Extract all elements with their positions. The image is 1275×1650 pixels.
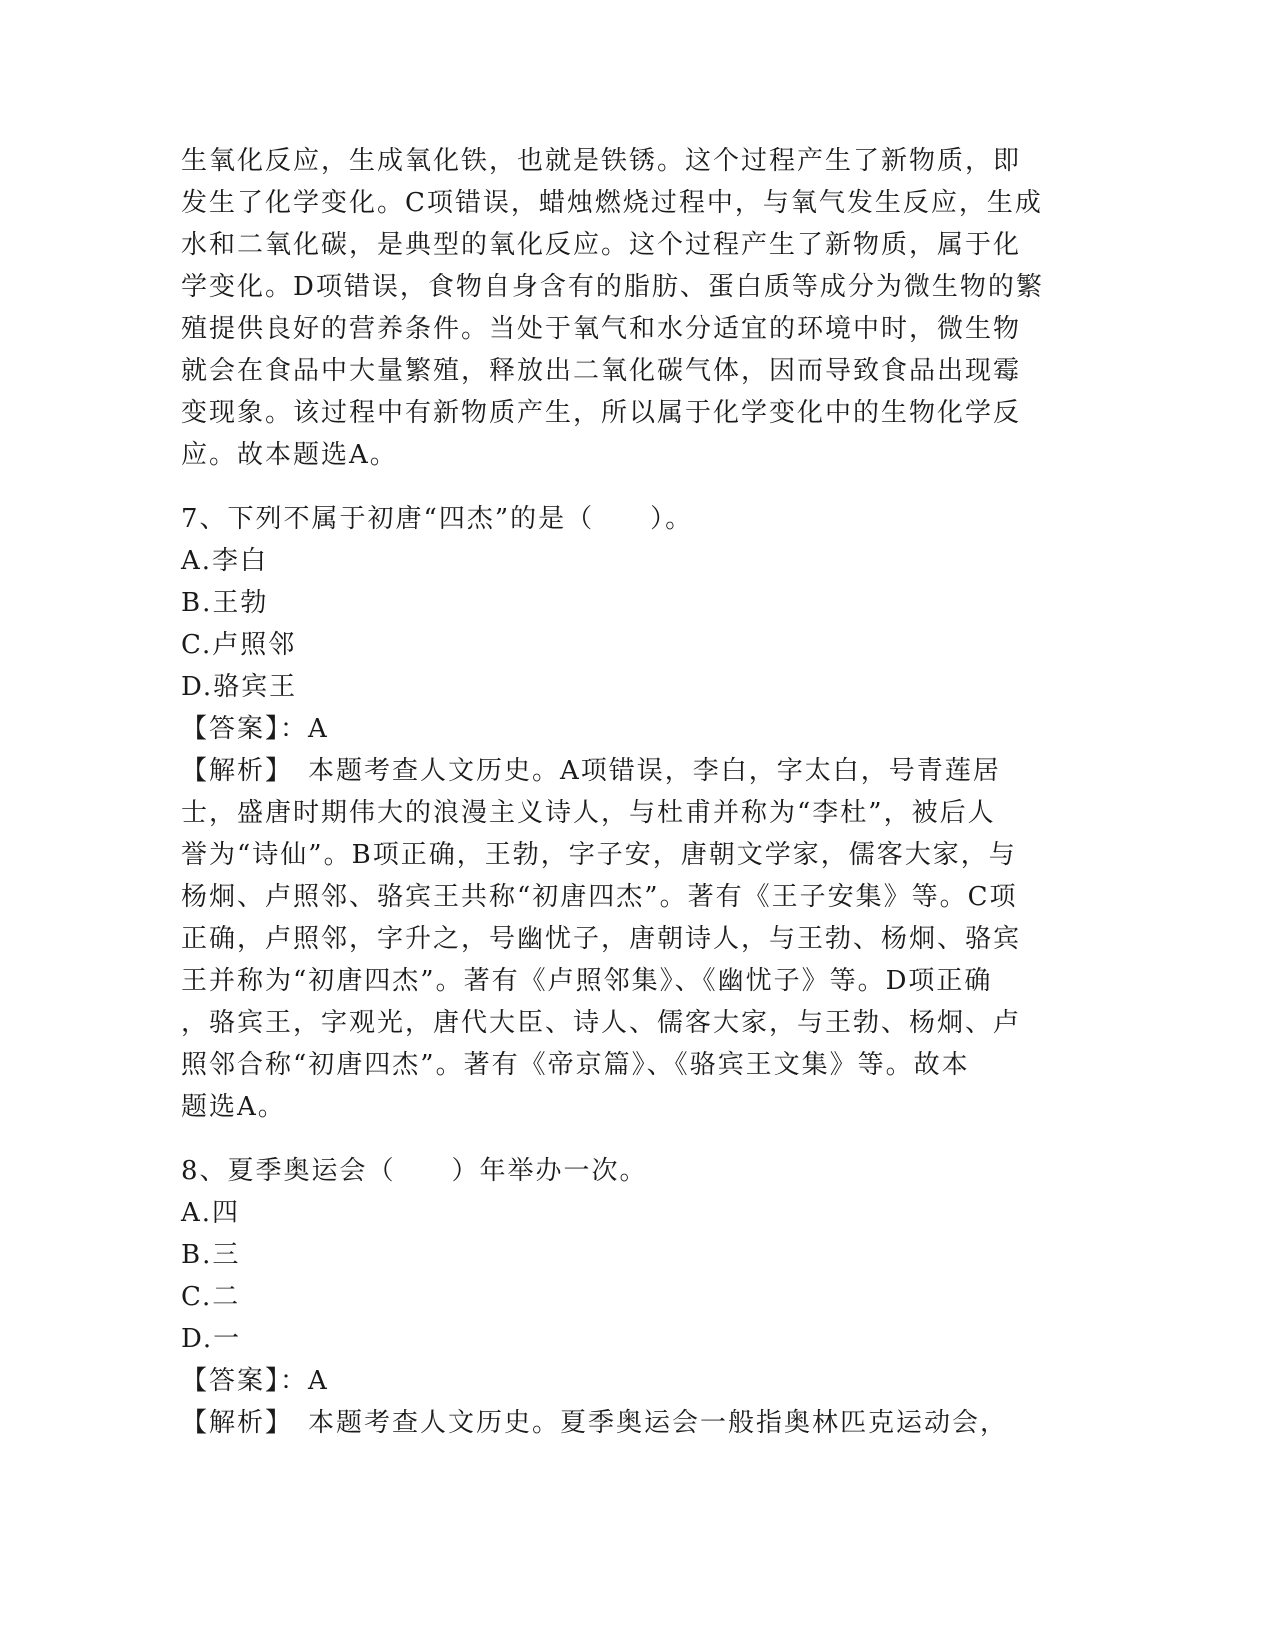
q6-explanation-continued [181, 140, 1061, 476]
explanation-line: 题选A。 [181, 1092, 286, 1122]
option-b: B.王勃 [181, 588, 269, 618]
option-a: A.四 [181, 1198, 241, 1228]
question-8 [181, 1150, 1061, 1444]
spacer [181, 476, 1061, 498]
option-d: D.一 [181, 1324, 242, 1354]
explanation-line: 照邻合称“初唐四杰”。著有《帝京篇》、《骆宾王文集》等。故本 [181, 1050, 970, 1080]
explanation-line: 生氧化反应，生成氧化铁，也就是铁锈。这个过程产生了新物质，即 [181, 146, 1022, 176]
option-c: C.二 [181, 1282, 241, 1312]
explanation-line: 发生了化学变化。C项错误，蜡烛燃烧过程中，与氧气发生反应，生成 [181, 188, 1043, 218]
option-a: A.李白 [181, 546, 269, 576]
explanation-line: 应。故本题选A。 [181, 440, 398, 470]
explanation-line: ，骆宾王，字观光，唐代大臣、诗人、儒客大家，与王勃、杨炯、卢 [181, 1008, 1022, 1038]
explanation-line: 【解析】 本题考查人文历史。A项错误，李白，字太白，号青莲居 [181, 756, 1001, 786]
question-7 [181, 498, 1061, 1128]
explanation-line: 【解析】 本题考查人文历史。夏季奥运会一般指奥林匹克运动会， [181, 1408, 1009, 1438]
explanation-line: 殖提供良好的营养条件。当处于氧气和水分适宜的环境中时，微生物 [181, 314, 1022, 344]
explanation-line: 变现象。该过程中有新物质产生，所以属于化学变化中的生物化学反 [181, 398, 1022, 428]
answer-line: 【答案】：A [181, 1366, 329, 1396]
explanation-line: 杨炯、卢照邻、骆宾王共称“初唐四杰”。著有《王子安集》等。C项 [181, 882, 1018, 912]
option-c: C.卢照邻 [181, 630, 297, 660]
answer-line: 【答案】：A [181, 714, 329, 744]
document-page [181, 140, 1061, 1444]
question-text: 7、下列不属于初唐“四杰”的是（ ）。 [181, 504, 694, 534]
option-b: B.三 [181, 1240, 241, 1270]
explanation-line: 正确，卢照邻，字升之，号幽忧子，唐朝诗人，与王勃、杨炯、骆宾 [181, 924, 1022, 954]
explanation-line: 誉为“诗仙”。B项正确，王勃，字子安，唐朝文学家，儒客大家，与 [181, 840, 1017, 870]
explanation-line: 王并称为“初唐四杰”。著有《卢照邻集》、《幽忧子》等。D项正确 [181, 966, 993, 996]
question-text: 8、夏季奥运会（ ）年举办一次。 [181, 1156, 648, 1186]
explanation-line: 士，盛唐时期伟大的浪漫主义诗人，与杜甫并称为“李杜”，被后人 [181, 798, 996, 828]
explanation-line: 水和二氧化碳，是典型的氧化反应。这个过程产生了新物质，属于化 [181, 230, 1022, 260]
explanation-line: 就会在食品中大量繁殖，释放出二氧化碳气体，因而导致食品出现霉 [181, 356, 1022, 386]
option-d: D.骆宾王 [181, 672, 298, 702]
spacer [181, 1128, 1061, 1150]
explanation-line: 学变化。D项错误，食物自身含有的脂肪、蛋白质等成分为微生物的繁 [181, 272, 1044, 302]
